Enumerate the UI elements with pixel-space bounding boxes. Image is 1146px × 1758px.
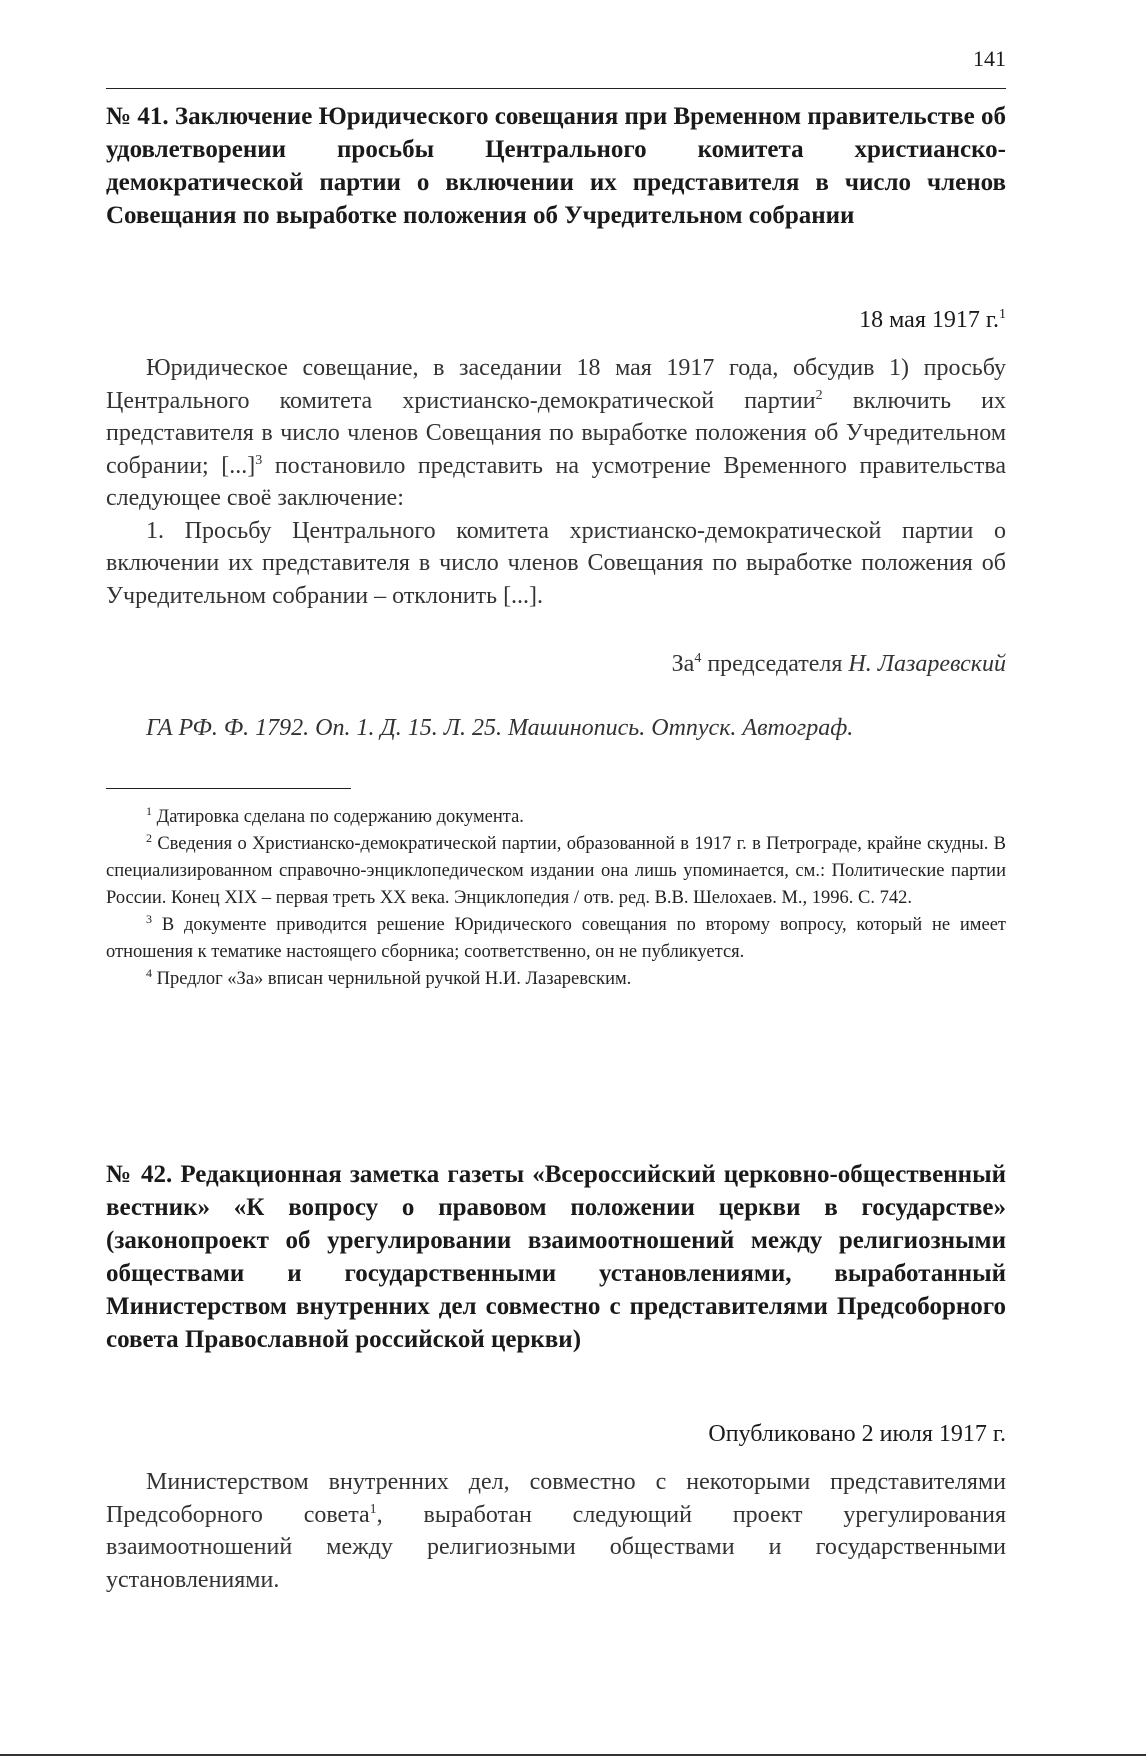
- footnote-1: [106, 804, 1006, 831]
- page-number: 141: [973, 46, 1006, 71]
- doc41-body: [106, 352, 1006, 612]
- header-rule: [106, 88, 1006, 89]
- doc41-date-text: 18 мая 1917 г.: [859, 307, 999, 333]
- signature-prefix: За: [671, 651, 695, 677]
- footnote-ref-1: 1: [369, 1501, 377, 1517]
- bottom-edge-line: [0, 1754, 1146, 1756]
- footnote-text: Сведения о Христианско-демократической партии, образованной в 1917 г. в Петрограде, крайне скудны. В специализированном справочно-энциклопедическом издании она лишь упоминается, см.: Политические партии России. Конец XIX – первая треть XX века. Энциклопедия / отв. ред. В.В. Шелохаев. М., 1996. С. 742.: [106, 834, 1006, 908]
- footnote-text: Датировка сделана по содержанию документа.: [152, 807, 524, 827]
- doc41-para1-part-a: Юридическое совещание, в заседании 18 мая 1917 года, обсудив 1) просьбу Центрального комитета христианско-демократической партии: [106, 355, 1006, 414]
- doc41-heading: № 41. Заключение Юридического совещания при Временном правительстве об удовлетворении просьбы Центрального комитета христианско-демократической партии о включении их представителя в число членов Совещания по выработке положения об Учредительном собрании: [106, 103, 1006, 229]
- footnote-3: [106, 912, 1006, 966]
- doc41-paragraph-2: 1. Просьбу Центрального комитета христианско-демократической партии о включении их представителя в число членов Совещания по выработке положения об Учредительном собрании – отклонить [...].: [106, 517, 1006, 609]
- signature-name: Н. Лазаревский: [848, 651, 1006, 677]
- doc41-date-note: 1: [999, 307, 1006, 322]
- doc42-date: Опубликовано 2 июля 1917 г.: [708, 1421, 1006, 1447]
- footnote-number: 3: [146, 911, 152, 926]
- doc42-heading-block: [106, 1158, 1006, 1356]
- doc42-heading: № 42. Редакционная заметка газеты «Всероссийский церковно-общественный вестник» «К вопросу о правовом положении церкви в государстве» (законопроект об урегулировании взаимоотношений между религиозными обществами и государственными установлениями, выработанный Министерством внутренних дел совместно с представителями Предсоборного совета Православной российской церкви): [106, 1161, 1006, 1353]
- doc41-date: [106, 304, 1006, 336]
- doc42-para-part-a: Министерством внутренних дел, совместно с некоторыми представителями Предсоборного совета: [106, 1469, 1006, 1528]
- footnote-2: [106, 831, 1006, 912]
- signature-role: председателя: [701, 651, 849, 677]
- footnote-number: 1: [146, 803, 152, 818]
- doc41-signature: [106, 648, 1006, 680]
- doc41-heading-block: [106, 100, 1006, 232]
- doc41-footnotes: [106, 804, 1006, 993]
- footnote-text: Предлог «За» вписан чернильной ручкой Н.И. Лазаревским.: [152, 969, 632, 989]
- footnote-text: В документе приводится решение Юридического совещания по второму вопросу, который не имеет отношения к тематике настоящего сборника; соответственно, он не публикуется.: [106, 915, 1006, 962]
- footnote-number: 4: [146, 965, 152, 980]
- footnote-rule: [106, 788, 351, 789]
- doc42-body: [106, 1466, 1006, 1596]
- footnote-ref-4: 4: [694, 651, 702, 666]
- footnote-ref-2: 2: [815, 387, 823, 403]
- doc42-paragraph-1: [106, 1466, 1006, 1596]
- footnote-ref-3: 3: [255, 452, 263, 468]
- doc41-para1-part-b: включить их представителя в число членов Совещания по выработке положения об Учредительном собрании; [...]: [106, 387, 1006, 479]
- footnote-4: [106, 966, 1006, 993]
- doc41-archive-ref: ГА РФ. Ф. 1792. Оп. 1. Д. 15. Л. 25. Машинопись. Отпуск. Автограф.: [146, 715, 854, 741]
- doc41-para1-part-c: постановило представить на усмотрение Временного правительства следующее своё заключение:: [106, 452, 1006, 511]
- doc41-paragraph-1: [106, 352, 1006, 515]
- doc42-para-part-b: , выработан следующий проект урегулирования взаимоотношений между религиозными обществами и государственными установлениями.: [106, 1501, 1006, 1593]
- footnote-number: 2: [146, 830, 152, 845]
